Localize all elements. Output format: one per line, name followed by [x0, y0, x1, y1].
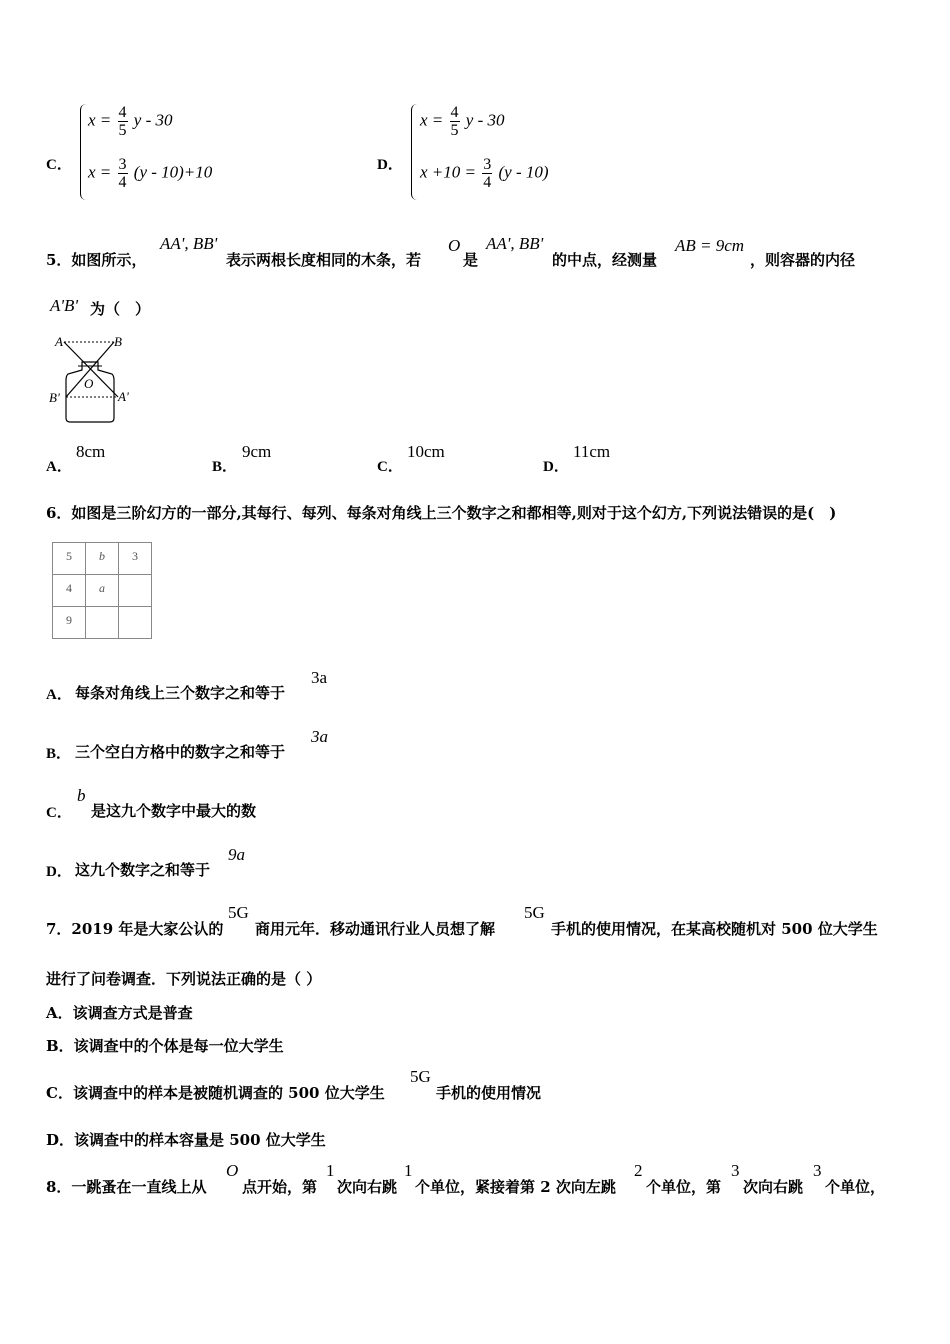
option-text: 三个空白方格中的数字之和等于	[75, 743, 286, 761]
q7-math: 5G	[524, 903, 545, 922]
q7-text: 商用元年．移动通讯行业人员想了解	[255, 920, 496, 938]
option-label: C．	[46, 805, 72, 821]
option-label: D．	[543, 459, 569, 475]
q8-math: 3	[731, 1161, 740, 1180]
option-label: C．	[46, 157, 72, 173]
option-label: C．	[377, 459, 403, 475]
q7-math: 5G	[410, 1067, 431, 1086]
system-brace	[411, 104, 418, 200]
q5-math: AA', BB'	[486, 234, 544, 253]
q8-text: 个单位，第	[646, 1178, 722, 1196]
container-outline	[66, 362, 114, 422]
option-text: 是这九个数字中最大的数	[91, 802, 257, 820]
magic-cell: 4	[53, 575, 86, 607]
q7-text: 7．2019 年是大家公认的	[46, 920, 224, 938]
q7-option-a: A．该调查方式是普查	[46, 1004, 193, 1022]
q8-math: O	[226, 1161, 239, 1180]
equation-2: x +10 = $\frac{3}{4}$ (y - 10)	[420, 156, 549, 191]
q5-math: A'B'	[50, 296, 79, 315]
q5-text: 为（ ）	[90, 300, 151, 318]
option-value: 10cm	[407, 442, 445, 461]
q8-text: 个单位，	[825, 1178, 886, 1196]
magic-cell: b	[86, 543, 119, 575]
q5-math: AB = 9cm	[675, 236, 745, 255]
q7-option-c: C．该调查中的样本是被随机调查的 500 位大学生	[46, 1084, 385, 1102]
q7-option-b: B．该调查中的个体是每一位大学生	[46, 1037, 284, 1055]
q8-text: 次向右跳	[337, 1178, 398, 1196]
option-label: D．	[46, 864, 72, 880]
option-label: D．	[377, 157, 403, 173]
q8-text: 8．一跳蚤在一直线上从	[46, 1178, 207, 1196]
option-value: 9cm	[242, 442, 272, 461]
q5-text: 是	[463, 251, 479, 269]
q8-math: 1	[404, 1161, 413, 1180]
option-label: B．	[212, 459, 238, 475]
magic-cell: 5	[53, 543, 86, 575]
q5-text: ，则容器的内径	[750, 251, 856, 269]
q5-text: 5．如图所示，	[46, 251, 147, 269]
q8-text: 次向右跳	[743, 1178, 804, 1196]
point-a-label: A	[55, 334, 63, 349]
equation-1: x = $\frac{4}{5}$ y - 30	[420, 104, 505, 139]
equation-2: x = $\frac{3}{4}$ (y - 10)+10	[88, 156, 213, 191]
equation-1: x = $\frac{4}{5}$ y - 30	[88, 104, 173, 139]
magic-square	[52, 542, 152, 639]
point-b-label: B	[114, 334, 122, 349]
option-text: 每条对角线上三个数字之和等于	[75, 684, 286, 702]
q8-math: 3	[813, 1161, 822, 1180]
option-text: 这九个数字之和等于	[75, 861, 211, 879]
point-ap-label: A'	[118, 389, 129, 404]
q8-math: 2	[634, 1161, 643, 1180]
point-bp-label: B'	[49, 390, 60, 405]
q8-math: 1	[326, 1161, 335, 1180]
option-math: b	[77, 786, 86, 805]
q5-math: AA', BB'	[160, 234, 218, 253]
magic-cell	[86, 607, 119, 639]
option-label: B．	[46, 746, 72, 762]
option-label: A．	[46, 687, 72, 703]
q7-option-d: D．该调查中的样本容量是 500 位大学生	[46, 1131, 326, 1149]
q7-text: 进行了问卷调查．下列说法正确的是（ ）	[46, 970, 322, 988]
option-math: 9a	[228, 845, 245, 864]
magic-cell: 9	[53, 607, 86, 639]
q7-text: 手机的使用情况，在某高校随机对 500 位大学生	[551, 920, 878, 938]
option-math: 3a	[311, 727, 328, 746]
option-math: 3a	[311, 668, 328, 687]
magic-cell: 3	[119, 543, 152, 575]
magic-cell	[119, 607, 152, 639]
q5-math: O	[448, 236, 461, 255]
container-figure	[48, 330, 138, 428]
option-value: 8cm	[76, 442, 106, 461]
q8-text: 个单位，紧接着第 2 次向左跳	[415, 1178, 616, 1196]
q5-text: 的中点，经测量	[552, 251, 658, 269]
option-label: A．	[46, 459, 72, 475]
magic-cell	[119, 575, 152, 607]
point-o-label: O	[84, 376, 94, 391]
magic-cell: a	[86, 575, 119, 607]
q5-text: 表示两根长度相同的木条，若	[226, 251, 422, 269]
q8-text: 点开始，第	[242, 1178, 318, 1196]
option-value: 11cm	[573, 442, 611, 461]
q6-stem: 6．如图是三阶幻方的一部分,其每行、每列、每条对角线上三个数字之和都相等,则对于这个幻方,下列说法错误的是( )	[46, 504, 837, 522]
system-brace	[80, 104, 87, 200]
q7-option-c-tail: 手机的使用情况	[436, 1084, 542, 1102]
q7-math: 5G	[228, 903, 249, 922]
